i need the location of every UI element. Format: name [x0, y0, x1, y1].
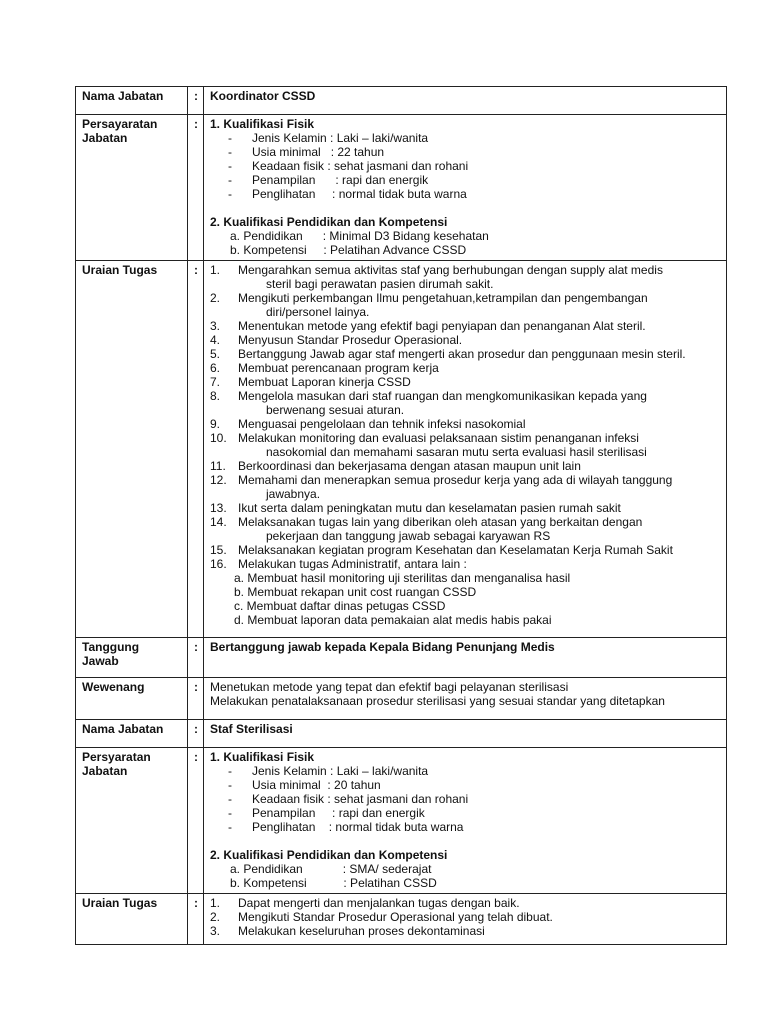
colon: :: [188, 87, 204, 115]
kp-item: [210, 229, 720, 243]
colon: :: [188, 720, 204, 748]
kp-key: a. Pendidikan: [230, 229, 303, 243]
row-wewenang: [76, 678, 727, 720]
task-item: [210, 417, 720, 431]
row-tanggung-jawab: [76, 638, 727, 678]
kf-key: Usia minimal: [252, 145, 321, 159]
task-number: 7.: [210, 375, 221, 389]
task-number: 13.: [210, 501, 227, 515]
kf-item: [210, 187, 720, 201]
kp-value: : SMA/ sederajat: [302, 862, 432, 876]
task-text: Melakukan tugas Administratif, antara lain :: [238, 557, 467, 571]
task-number: 8.: [210, 389, 221, 403]
task-item: [210, 515, 720, 543]
task-item: [210, 924, 720, 938]
task-number: 14.: [210, 515, 227, 529]
task-text: Mengikuti Standar Prosedur Operasional yang telah dibuat.: [238, 910, 553, 924]
task-number: 2.: [210, 291, 221, 305]
dash-marker: -: [228, 145, 232, 159]
kp-title: 2. Kualifikasi Pendidikan dan Kompetensi: [210, 848, 448, 862]
task-number: 10.: [210, 431, 227, 445]
task-number: 12.: [210, 473, 227, 487]
dash-marker: -: [228, 806, 232, 820]
kf-value: : sehat jasmani dan rohani: [324, 159, 469, 173]
kp-value: : Minimal D3 Bidang kesehatan: [302, 229, 489, 243]
task-list: [210, 263, 720, 571]
task-text-continued: pekerjaan dan tanggung jawab sebagai karyawan RS: [266, 529, 551, 543]
value-nama-jabatan: Koordinator CSSD: [204, 87, 727, 115]
label-wewenang: Wewenang: [76, 678, 188, 720]
task-text-block: [238, 557, 720, 571]
task-item: [210, 473, 720, 501]
kp-item: [210, 243, 720, 257]
kf-key: Penampilan: [252, 806, 316, 820]
task-number: 15.: [210, 543, 227, 557]
task-text: Melakukan keseluruhan proses dekontaminasi: [238, 924, 485, 938]
task-number: 11.: [210, 459, 226, 473]
admin-item: b. Membuat rekapan unit cost ruangan CSSD: [234, 585, 477, 599]
task-text-block: [238, 291, 720, 319]
task-item: [210, 459, 720, 473]
kp-key: b. Kompetensi: [230, 876, 307, 890]
kf-key: Usia minimal: [252, 778, 321, 792]
kp-key: a. Pendidikan: [230, 862, 303, 876]
task-text-continued: steril bagi perawatan pasien dirumah sakit.: [266, 277, 494, 291]
value-nama-jabatan: Staf Sterilisasi: [204, 720, 727, 748]
colon: :: [188, 638, 204, 678]
admin-item: c. Membuat daftar dinas petugas CSSD: [234, 599, 446, 613]
task-text-block: [238, 459, 720, 473]
task-text: Melaksanakan tugas lain yang diberikan oleh atasan yang berkaitan dengan: [238, 515, 643, 529]
task-number: 9.: [210, 417, 221, 431]
colon: :: [188, 894, 204, 945]
kf-item: [210, 820, 720, 834]
task-text: Melaksanakan kegiatan program Kesehatan dan Keselamatan Kerja Rumah Sakit: [238, 543, 673, 557]
kf-value: : 20 tahun: [320, 778, 381, 792]
task-list: [210, 896, 720, 938]
kf-item: [210, 806, 720, 820]
task-number: 3.: [210, 924, 221, 938]
kf-value: : Laki – laki/wanita: [326, 131, 429, 145]
kp-list: [210, 862, 720, 890]
task-text-block: [238, 543, 720, 557]
label-tanggung-jawab: Tanggung Jawab: [76, 638, 188, 678]
wewenang-line: Menetukan metode yang tepat dan efektif bagi pelayanan sterilisasi: [210, 680, 569, 694]
task-number: 16.: [210, 557, 227, 571]
kf-key: Keadaan fisik: [252, 792, 325, 806]
task-text: Dapat mengerti dan menjalankan tugas dengan baik.: [238, 896, 520, 910]
task-text: Mengelola masukan dari staf ruangan dan mengkomunikasikan kepada yang: [238, 389, 647, 403]
kf-value: : rapi dan energik: [315, 173, 429, 187]
task-number: 3.: [210, 319, 221, 333]
kf-key: Jenis Kelamin: [252, 131, 327, 145]
task-text: Bertanggung Jawab agar staf mengerti akan prosedur dan penggunaan mesin steril.: [238, 347, 686, 361]
task-item: [210, 347, 720, 361]
task-text: Membuat Laporan kinerja CSSD: [238, 375, 411, 389]
kf-item: [210, 145, 720, 159]
job-description-table: [75, 86, 727, 945]
task-item: [210, 910, 720, 924]
label-persyaratan: Persayaratan Jabatan: [76, 115, 188, 261]
kf-key: Penglihatan: [252, 187, 316, 201]
kp-item: [210, 876, 720, 890]
task-item: [210, 389, 720, 417]
kf-value: : Laki – laki/wanita: [326, 764, 429, 778]
value-persyaratan: [204, 115, 727, 261]
value-tanggung-jawab: Bertanggung jawab kepada Kepala Bidang Penunjang Medis: [204, 638, 727, 678]
task-text-continued: diri/personel lainya.: [266, 305, 370, 319]
task-item: [210, 319, 720, 333]
kf-item: [210, 131, 720, 145]
task-text-block: [238, 473, 720, 501]
admin-item: a. Membuat hasil monitoring uji sterilitas dan menganalisa hasil: [234, 571, 571, 585]
task-number: 5.: [210, 347, 221, 361]
colon: :: [188, 678, 204, 720]
task-text: Menyusun Standar Prosedur Operasional.: [238, 333, 463, 347]
task-number: 4.: [210, 333, 221, 347]
task-item: [210, 543, 720, 557]
task-text-block: [238, 431, 720, 459]
kf-title: 1. Kualifikasi Fisik: [210, 750, 315, 764]
kf-value: : 22 tahun: [320, 145, 385, 159]
task-text-block: [238, 375, 720, 389]
value-uraian-tugas: [204, 894, 727, 945]
kf-value: : normal tidak buta warna: [315, 820, 464, 834]
task-text-block: [238, 501, 720, 515]
kp-title: 2. Kualifikasi Pendidikan dan Kompetensi: [210, 215, 448, 229]
kf-key: Keadaan fisik: [252, 159, 325, 173]
task-item: [210, 557, 720, 571]
task-number: 1.: [210, 896, 221, 910]
kp-value: : Pelatihan Advance CSSD: [306, 243, 467, 257]
kf-item: [210, 764, 720, 778]
label-nama-jabatan: Nama Jabatan: [76, 720, 188, 748]
admin-item: d. Membuat laporan data pemakaian alat medis habis pakai: [234, 613, 552, 627]
kf-list: [210, 764, 720, 834]
task-number: 2.: [210, 910, 221, 924]
value-wewenang: [204, 678, 727, 720]
kf-item: [210, 173, 720, 187]
task-item: [210, 431, 720, 459]
row-nama-jabatan-2: [76, 720, 727, 748]
dash-marker: -: [228, 764, 232, 778]
task-text: Ikut serta dalam peningkatan mutu dan keselamatan pasien rumah sakit: [238, 501, 621, 515]
task-text: Berkoordinasi dan bekerjasama dengan atasan maupun unit lain: [238, 459, 581, 473]
kf-value: : sehat jasmani dan rohani: [324, 792, 469, 806]
kf-item: [210, 159, 720, 173]
task-text-continued: nasokomial dan memahami sasaran mutu serta evaluasi hasil sterilisasi: [266, 445, 647, 459]
task-text: Mengikuti perkembangan Ilmu pengetahuan,ketrampilan dan pengembangan: [238, 291, 648, 305]
label-uraian-tugas: Uraian Tugas: [76, 894, 188, 945]
row-persyaratan-2: [76, 748, 727, 894]
task-text-block: [238, 263, 720, 291]
kf-key: Penglihatan: [252, 820, 316, 834]
task-text-block: [238, 515, 720, 543]
task-item: [210, 263, 720, 291]
colon: :: [188, 115, 204, 261]
task-text: Menguasai pengelolaan dan tehnik infeksi nasokomial: [238, 417, 526, 431]
task-text: Melakukan monitoring dan evaluasi pelaksanaan sistim penanganan infeksi: [238, 431, 639, 445]
kf-title: 1. Kualifikasi Fisik: [210, 117, 315, 131]
label-persyaratan: Persyaratan Jabatan: [76, 748, 188, 894]
row-nama-jabatan-1: [76, 87, 727, 115]
task-item: [210, 291, 720, 319]
dash-marker: -: [228, 778, 232, 792]
task-item: [210, 361, 720, 375]
task-text: Mengarahkan semua aktivitas staf yang berhubungan dengan supply alat medis: [238, 263, 663, 277]
task-text-block: [238, 896, 720, 910]
kf-value: : rapi dan energik: [315, 806, 425, 820]
kf-key: Jenis Kelamin: [252, 764, 327, 778]
task-text-block: [238, 924, 720, 938]
task-number: 6.: [210, 361, 221, 375]
kf-item: [210, 792, 720, 806]
task-text-block: [238, 361, 720, 375]
colon: :: [188, 261, 204, 638]
task-item: [210, 333, 720, 347]
task-text-block: [238, 389, 720, 417]
kp-item: [210, 862, 720, 876]
task-text-continued: jawabnya.: [266, 487, 321, 501]
task-text-block: [238, 333, 720, 347]
task-text: Membuat perencanaan program kerja: [238, 361, 439, 375]
kp-list: [210, 229, 720, 257]
colon: :: [188, 748, 204, 894]
dash-marker: -: [228, 173, 232, 187]
kp-value: : Pelatihan CSSD: [306, 876, 437, 890]
label-uraian-tugas: Uraian Tugas: [76, 261, 188, 638]
task-item: [210, 375, 720, 389]
task-item: [210, 896, 720, 910]
kf-item: [210, 778, 720, 792]
task-text: Memahami dan menerapkan semua prosedur kerja yang ada di wilayah tanggung: [238, 473, 673, 487]
admin-list: [210, 571, 720, 627]
wewenang-line: Melakukan penatalaksanaan prosedur sterilisasi yang sesuai standar yang ditetapkan: [210, 694, 665, 708]
row-uraian-tugas-2: [76, 894, 727, 945]
label-nama-jabatan: Nama Jabatan: [76, 87, 188, 115]
row-persyaratan-1: [76, 115, 727, 261]
task-text-block: [238, 417, 720, 431]
dash-marker: -: [228, 131, 232, 145]
value-persyaratan: [204, 748, 727, 894]
dash-marker: -: [228, 792, 232, 806]
kp-key: b. Kompetensi: [230, 243, 307, 257]
task-text-block: [238, 319, 720, 333]
row-uraian-tugas-1: [76, 261, 727, 638]
task-number: 1.: [210, 263, 221, 277]
kf-value: : normal tidak buta warna: [315, 187, 467, 201]
dash-marker: -: [228, 820, 232, 834]
task-text-block: [238, 910, 720, 924]
dash-marker: -: [228, 159, 232, 173]
task-item: [210, 501, 720, 515]
value-uraian-tugas: [204, 261, 727, 638]
task-text-continued: berwenang sesuai aturan.: [266, 403, 405, 417]
task-text: Menentukan metode yang efektif bagi penyiapan dan penanganan Alat steril.: [238, 319, 646, 333]
dash-marker: -: [228, 187, 232, 201]
kf-key: Penampilan: [252, 173, 316, 187]
task-text-block: [238, 347, 720, 361]
kf-list: [210, 131, 720, 201]
